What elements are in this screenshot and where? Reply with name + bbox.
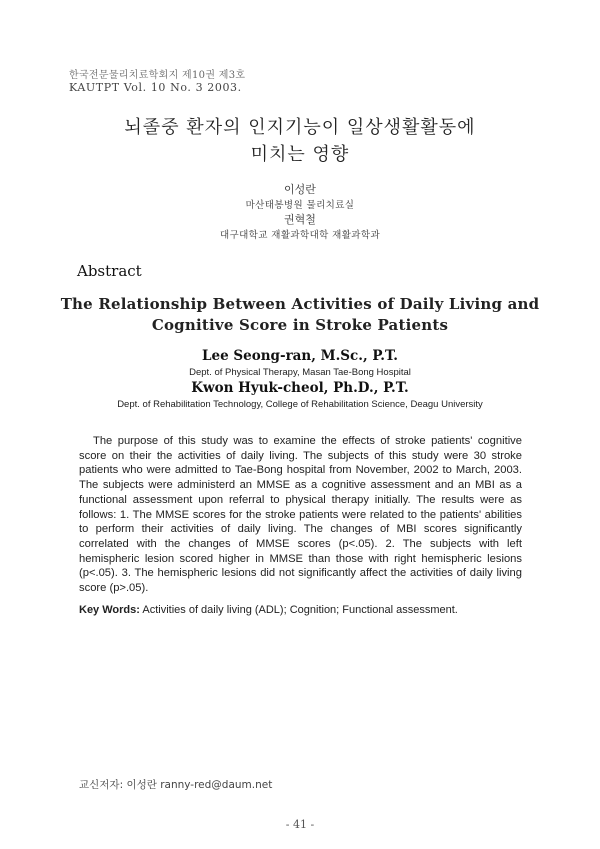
author-english-1: Lee Seong-ran, M.Sc., P.T. (202, 348, 398, 364)
title-korean-line2: 미치는 영향 (250, 144, 350, 165)
keywords (79, 604, 529, 616)
keywords-value: Activities of daily living (ADL); Cognition; Functional assessment. (142, 604, 458, 616)
journal-name-korean: 한국전문물리치료학회지 제10권 제3호 (69, 70, 246, 81)
correspondence-note: 교신저자: 이성란 ranny-red@daum.net (79, 779, 273, 791)
author-english-2: Kwon Hyuk-cheol, Ph.D., P.T. (191, 380, 409, 396)
title-english (0, 294, 600, 336)
title-korean (0, 114, 600, 168)
journal-citation-english: KAUTPT Vol. 10 No. 3 2003. (69, 81, 242, 94)
abstract-heading: Abstract (77, 262, 142, 280)
keywords-label: Key Words: (79, 604, 140, 616)
page-number: - 41 - (285, 818, 315, 831)
affiliation-korean-1: 마산태봉병원 물리치료실 (245, 200, 355, 211)
affiliation-english-1: Dept. of Physical Therapy, Masan Tae-Bong Hospital (189, 367, 411, 378)
author-korean-1: 이성란 (284, 183, 316, 196)
title-english-line1: The Relationship Between Activities of Daily Living and (60, 295, 540, 313)
affiliation-english-2: Dept. of Rehabilitation Technology, College of Rehabilitation Science, Deagu University (117, 399, 483, 410)
author-korean-2: 권혁철 (284, 213, 316, 226)
abstract-body: The purpose of this study was to examine the effects of stroke patients' cognitive score on their the activities of daily living. The subjects of this study were 30 stroke patients who were admitted to Tae-Bong hospital from November, 2002 to March, 2003. The subjects were administerd an MMSE as a cognitive assessment and an MBI as a functional assessment upon referral to physical therapy initially. The results were as follows: 1. The MMSE scores for the stroke patients were related to the patients' abilities to perform their activities of daily living. The changes of MBI scores significantly correlated with the changes of MMSE scores (p<.05). 2. The subjects with left hemispheric lesion scored higher in MMSE than those with right hemispheric lesions (p<.05). 3. The hemispheric lesions did not significantly affect the activities of daily living score (p>.05). (79, 435, 522, 595)
title-english-line2: Cognitive Score in Stroke Patients (151, 316, 449, 334)
affiliation-korean-2: 대구대학교 재활과학대학 재활과학과 (219, 230, 381, 241)
title-korean-line1: 뇌졸중 환자의 인지기능이 일상생활활동에 (124, 117, 476, 138)
